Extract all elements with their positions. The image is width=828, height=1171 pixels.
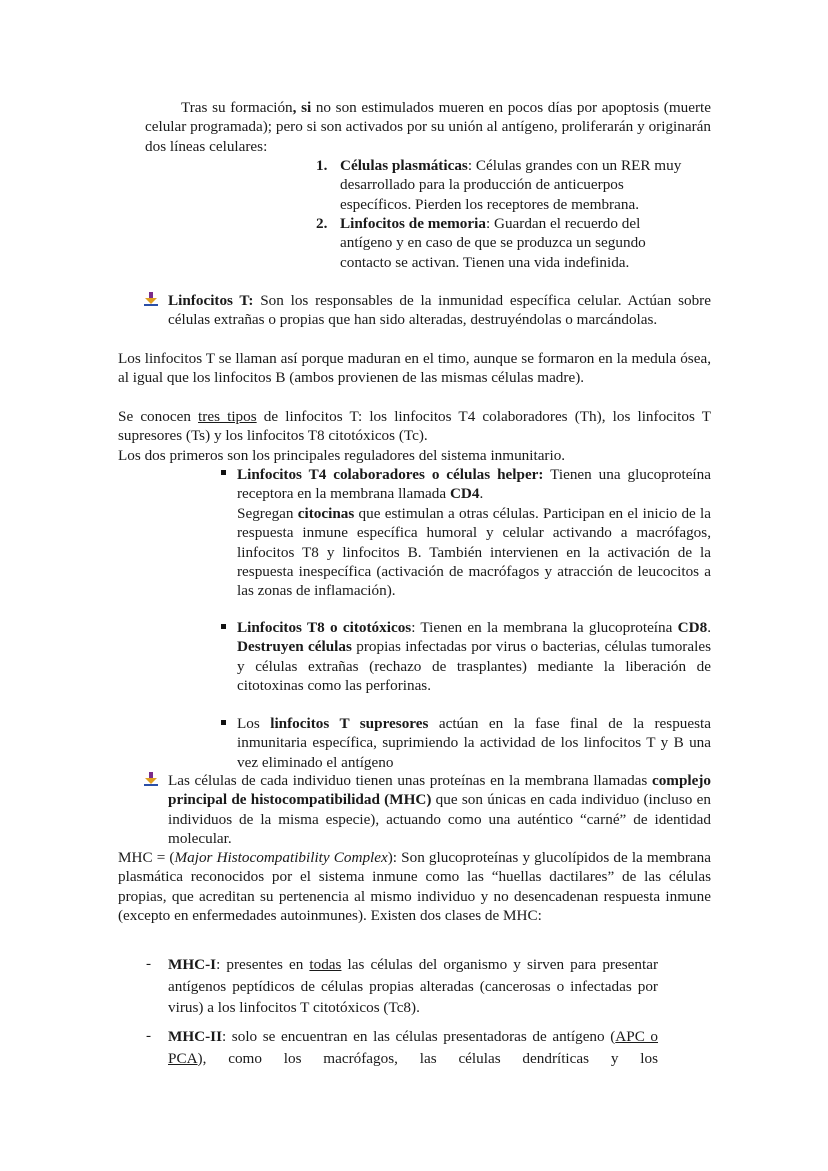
square-bullet-ts (221, 720, 226, 725)
ts-title: linfocitos T supresores (270, 715, 429, 732)
mhc-intro-title: complejo principal de histocompatibilidad (MHC) (168, 772, 711, 809)
t8-text-3: propias infectadas por virus o bacterias, células tumorales y células extrañas (rechazo de trasplantes) mediante la liberación de citotoxinas como las perforinas. (237, 638, 711, 695)
mhc-def-text-b: ): Son glucoproteínas y glucolípidos de la membrana plasmática reconocidos por el sistema inmune como las “huellas dactilares” de las células propias, que acreditan su pertenencia al mismo individuo y no desencadenan respuesta inmune (excepto en enfermedades autoinmunes). Existen dos clases de MHC: (118, 849, 712, 925)
linfocitos-t-title: Linfocitos T: (168, 292, 254, 309)
memoria-title: Linfocitos de memoria (340, 215, 486, 232)
mhc1-item (168, 954, 658, 1019)
t8-text-1: : Tienen en la membrana la glucoproteína (411, 619, 678, 636)
mhc2-item (168, 1026, 658, 1069)
t4-cd4: CD4 (449, 485, 480, 503)
list-number-2: 2. (316, 215, 328, 232)
mhc2-title: MHC-II (168, 1028, 222, 1045)
mhc-definition-paragraph (118, 848, 711, 926)
tipos-underlined: tres tipos (198, 408, 257, 425)
t4-text-2: . (479, 485, 484, 503)
ts-text-b: actúan en la fase final de la respuesta inmunitaria específica, suprimiendo la actividad de los linfocitos T y B una vez eliminado el antígeno (237, 715, 711, 771)
mhc1-text-a: : presentes en (216, 956, 310, 973)
mhc2-text-b: ), como los macrófagos, las células dendríticas y los (197, 1049, 658, 1067)
ts-text-a: Los (237, 715, 271, 732)
t8-text-2: . (707, 619, 711, 636)
memoria-text: : Guardan el recuerdo del antígeno y en caso de que se produzca un segundo contacto se activan. Tienen una vida indefinida. (340, 215, 646, 271)
t8-title: Linfocitos T8 o citotóxicos (237, 619, 412, 636)
intro-text-b: , si (292, 99, 312, 116)
mhc-def-italic: Major Histocompatibility Complex (174, 849, 388, 866)
t8-destruyen: Destruyen células (237, 638, 352, 656)
plasmaticas-text: : Células grandes con un RER muy desarrollado para la producción de anticuerpos específicos. Pierden los receptores de membrana. (340, 157, 682, 213)
arrow-bullet-icon (143, 292, 159, 306)
t4-citocinas: citocinas (297, 504, 355, 522)
t4-title: Linfocitos T4 colaboradores o células helper: (237, 466, 544, 483)
intro-text-c: no son estimulados mueren en pocos días por apoptosis (muerte celular programada); pero si son activados por su unión al antígeno, proliferarán y originarán dos líneas celulares: (145, 99, 711, 155)
t4-item (237, 465, 711, 601)
mhc1-underlined: todas (309, 956, 342, 973)
mhc-intro-text-b: que son únicas en cada individuo (incluso en individuos de la misma especie), actuando como una auténtico “carné” de identidad molecular. (168, 791, 711, 848)
t4-text-4: que estimulan a otras células. Participan en el inicio de la respuesta inmune específica humoral y celular activando a macrófagos, linfocitos T8 y linfocitos B. También intervienen en la activación de la respuesta inespecífica (activación de macrófagos y atracción de leucocitos a las zonas de inflamación). (237, 504, 711, 600)
reguladores-paragraph: Los dos primeros son los principales reguladores del sistema inmunitario. (118, 447, 566, 464)
ts-item (237, 714, 711, 772)
list-number-1: 1. (316, 157, 328, 174)
list-item-plasmaticas (340, 156, 690, 214)
intro-text-a: Tras su formación (181, 99, 293, 116)
square-bullet-t8 (221, 624, 226, 629)
tipos-text-a: Se conocen (118, 408, 199, 425)
mhc-intro-text-a: Las células de cada individuo tienen unas proteínas en la membrana llamadas (168, 772, 652, 789)
mhc-def-text-a: MHC = ( (118, 849, 175, 866)
tipos-paragraph (118, 407, 711, 446)
dash-bullet-mhc1: - (146, 955, 152, 972)
intro-paragraph (145, 98, 711, 156)
t8-cd8: CD8 (677, 619, 708, 636)
timo-paragraph: Los linfocitos T se llaman así porque maduran en el timo, aunque se formaron en la medula ósea, al igual que los linfocitos B (ambos provienen de las mismas células madre). (118, 350, 711, 387)
mhc-intro-paragraph (168, 771, 711, 849)
mhc2-underlined: APC o PCA (168, 1028, 659, 1067)
mhc1-text-b: las células del organismo y sirven para presentar antígenos peptídicos de células propias alteradas (cancerosas o infectadas por virus) a los linfocitos T citotóxicos (Tc8). (168, 956, 658, 1016)
plasmaticas-title: Células plasmáticas (340, 157, 468, 174)
square-bullet-t4 (221, 470, 226, 475)
dash-bullet-mhc2: - (146, 1027, 152, 1044)
tipos-text-b: de linfocitos T: los linfocitos T4 colaboradores (Th), los linfocitos T supresores (Ts) y los linfocitos T8 citotóxicos (Tc). (118, 408, 711, 445)
linfocitos-t-text: Son los responsables de la inmunidad específica celular. Actúan sobre células extrañas o propias que han sido alteradas, destruyéndolas o marcándolas. (168, 292, 711, 329)
list-item-memoria (340, 214, 690, 272)
t4-text-1: Tienen una glucoproteína receptora en la membrana llamada (237, 466, 711, 503)
linfocitos-t-paragraph (168, 291, 711, 330)
mhc2-text-a: : solo se encuentran en las células presentadoras de antígeno ( (222, 1028, 616, 1045)
t8-item (237, 618, 711, 696)
arrow-bullet-icon (143, 772, 159, 786)
mhc1-title: MHC-I (168, 956, 217, 973)
t4-text-3: Segregan (237, 504, 298, 522)
